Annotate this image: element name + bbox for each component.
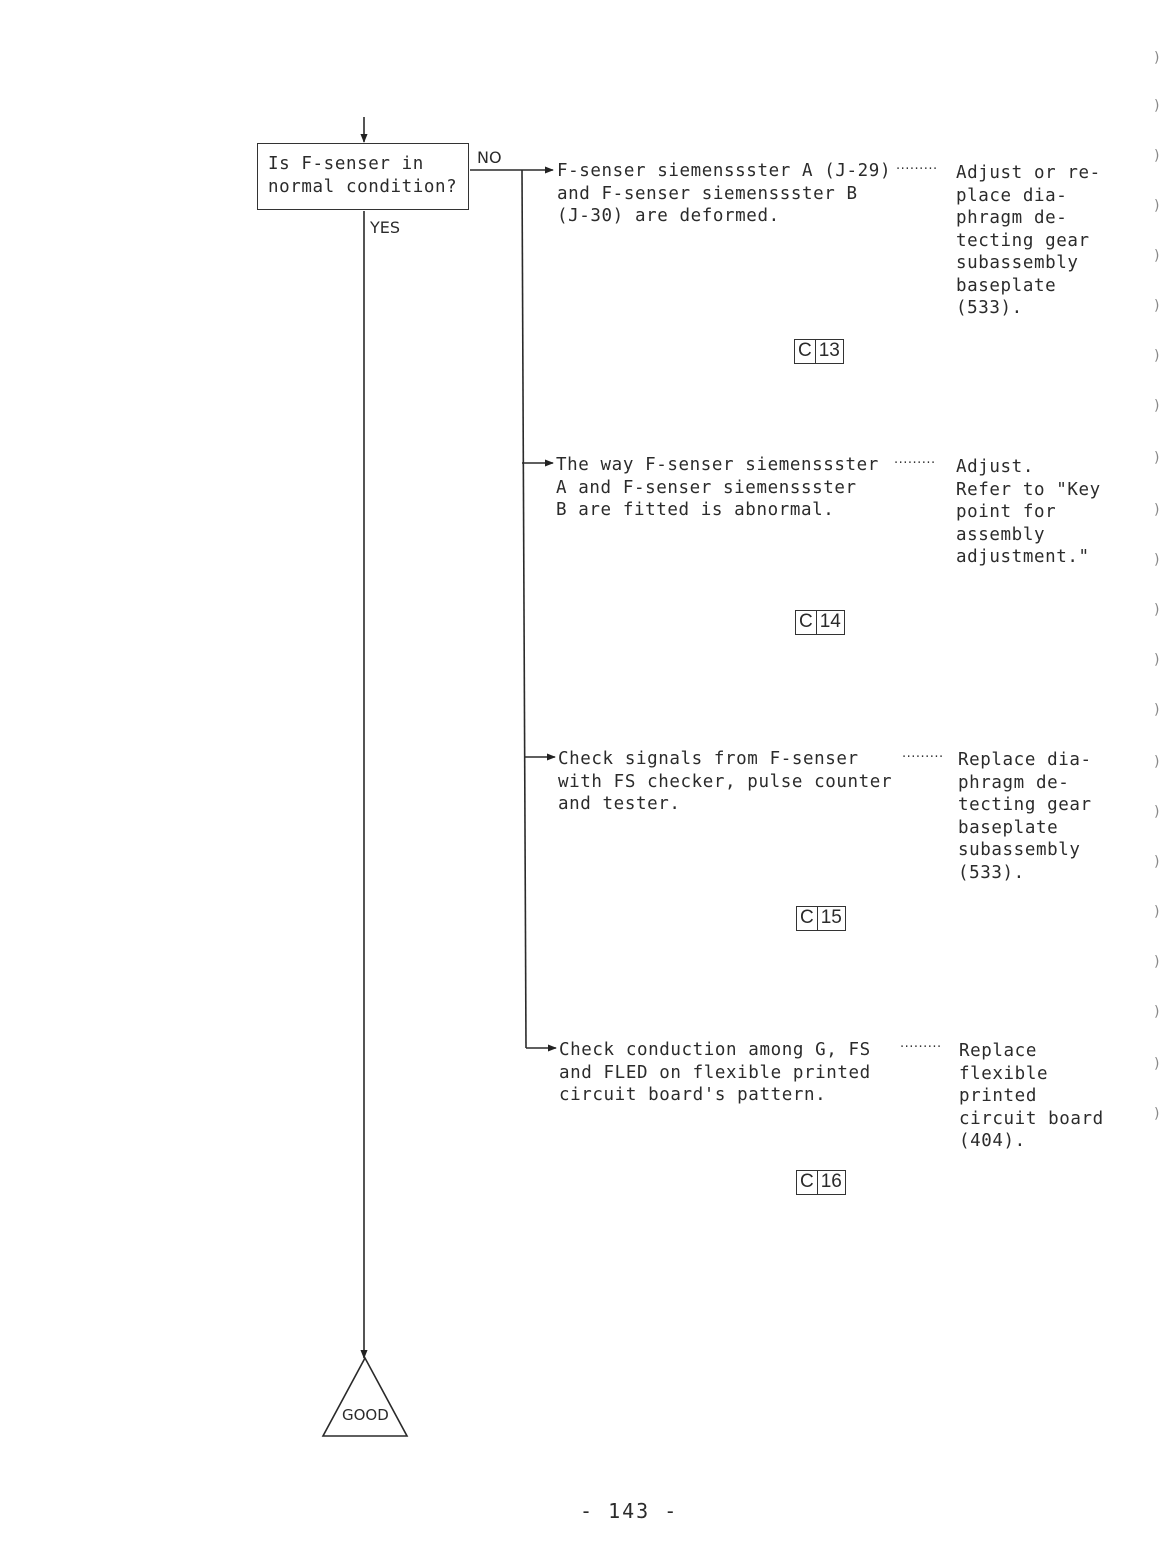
good-label: GOOD (342, 1406, 389, 1424)
page-number: - 143 - (580, 1499, 679, 1523)
ref-letter: C (800, 1171, 814, 1192)
cause-1: F-senser siemenssster A (J-29) and F-senser siemenssster B (J-30) are deformed. (557, 161, 892, 226)
reference-tag-1 (794, 339, 844, 364)
reference-tag-4 (796, 1170, 846, 1195)
ref-letter: C (800, 907, 814, 928)
leader-dots-1: ········· (896, 162, 938, 177)
leader-dots-3: ········· (902, 750, 944, 765)
good-terminator (323, 1358, 407, 1436)
leader-dots-4: ········· (900, 1040, 942, 1055)
reference-tag-2 (795, 610, 845, 635)
reference-tag-3 (796, 906, 846, 931)
cause-3: Check signals from F-senser with FS checker, pulse counter and tester. (558, 749, 893, 814)
remedy-2: Adjust. Refer to "Key point for assembly adjustment." (956, 457, 1101, 567)
decision-question: Is F-senser in normal condition? (268, 154, 458, 197)
leader-dots-2: ········· (894, 456, 936, 471)
ref-number: 14 (816, 611, 844, 634)
yes-label: YES (370, 218, 401, 237)
branch-trunk (522, 170, 526, 1048)
cause-2: The way F-senser siemenssster A and F-senser siemenssster B are fitted is abnormal. (556, 455, 879, 520)
ref-number: 15 (817, 907, 845, 930)
remedy-3: Replace dia- phragm de- tecting gear baseplate subassembly (533). (958, 750, 1092, 883)
remedy-4: Replace flexible printed circuit board (404). (959, 1041, 1104, 1151)
remedy-1: Adjust or re- place dia- phragm de- tecting gear subassembly baseplate (533). (956, 163, 1101, 318)
ref-number: 16 (817, 1171, 845, 1194)
cause-4: Check conduction among G, FS and FLED on flexible printed circuit board's pattern. (559, 1040, 871, 1105)
decision-box (257, 143, 469, 210)
no-label: NO (477, 148, 502, 167)
ref-letter: C (798, 340, 812, 361)
ref-number: 13 (815, 340, 843, 363)
ref-letter: C (799, 611, 813, 632)
